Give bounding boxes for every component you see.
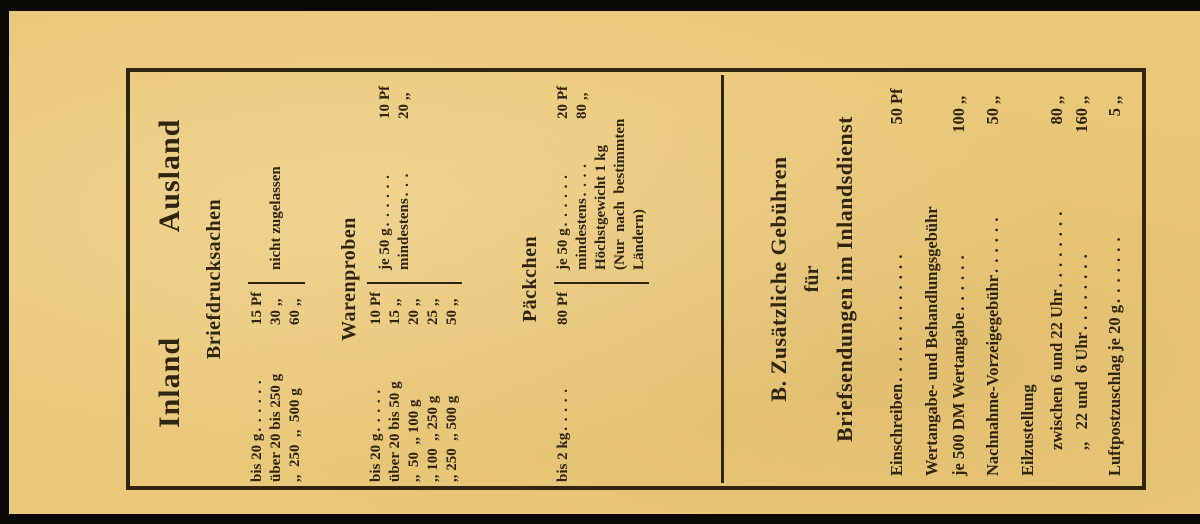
section-warenproben	[337, 72, 462, 486]
rate-unit: ,,	[387, 298, 403, 306]
rate-value: 80	[555, 310, 571, 325]
fee-line	[1046, 80, 1067, 476]
dot-leader: . . . . . . .	[1104, 236, 1124, 304]
rate-label: bis 20 g	[249, 433, 265, 482]
column-header-row	[150, 72, 190, 486]
rate-value: 20	[396, 104, 412, 119]
fee-value: 100	[948, 108, 968, 133]
ausland-note: nicht zugelassen	[268, 166, 284, 270]
rate-unit: Pf	[555, 291, 571, 306]
rotated-content	[130, 72, 1142, 486]
fee-label: ,, 22 und 6 Uhr	[1071, 332, 1091, 450]
fee-unit: ,,	[1071, 95, 1091, 104]
section-rates-row	[248, 72, 305, 486]
rate-value: 15	[249, 310, 265, 325]
fee-line	[921, 80, 942, 476]
fee-label: Wertangabe- und Behandlungsgebühr	[921, 206, 941, 476]
inland-column-header: Inland	[153, 336, 186, 429]
rate-value: 10	[368, 310, 384, 325]
rate-unit: Pf	[555, 85, 571, 100]
inland-cell	[248, 282, 305, 486]
fee-unit: ,,	[1104, 95, 1124, 104]
dot-leader: . . . . . .	[948, 254, 968, 311]
rate-label: ,, 250 ,, 500 g	[287, 388, 303, 482]
section-rates-row	[367, 72, 462, 486]
fee-line	[886, 80, 907, 476]
fee-unit: ,,	[1046, 95, 1066, 104]
ausland-column-header: Ausland	[153, 118, 186, 233]
rate-label: ,, 250 ,, 500 g	[444, 395, 460, 482]
ausland-cell	[554, 72, 649, 282]
rate-line	[554, 78, 573, 270]
rate-unit: ,,	[444, 298, 460, 306]
dot-leader: . . . . . . . .	[1071, 253, 1091, 331]
section-b-heading-line1: B. Zusätzliche Gebühren	[765, 156, 791, 402]
fee-unit: ,,	[948, 95, 968, 104]
section-paeckchen	[518, 72, 649, 486]
rate-unit: Pf	[377, 85, 393, 100]
rate-value: 50	[444, 310, 460, 325]
fee-line	[1071, 80, 1092, 476]
section-title: Warenproben	[338, 217, 360, 341]
rate-label: bis 20 g	[368, 433, 384, 482]
fee-unit: Pf	[886, 88, 906, 104]
rate-unit: ,,	[287, 298, 303, 306]
section-title: Päckchen	[519, 235, 541, 323]
rate-value: 25	[425, 310, 441, 325]
rate-line	[554, 284, 573, 482]
rate-line	[367, 284, 386, 482]
rate-unit: ,,	[425, 298, 441, 306]
fee-value: 50	[886, 108, 906, 125]
rate-unit: ,,	[406, 298, 422, 306]
rate-label: mindestens	[574, 198, 590, 270]
dot-leader: . . . . . .	[555, 174, 571, 227]
rate-line	[267, 284, 286, 482]
rate-line	[424, 284, 443, 482]
section-rates-row	[554, 72, 649, 486]
dot-leader: . . . . . . . .	[1046, 210, 1066, 288]
fee-label: Luftpostzuschlag je 20 g	[1104, 305, 1124, 476]
rate-value: 30	[268, 310, 284, 325]
rate-line	[386, 284, 405, 482]
rate-unit: ,,	[396, 92, 412, 100]
fee-value: 5	[1104, 108, 1124, 117]
rate-line	[443, 284, 462, 482]
rate-value: 20	[555, 104, 571, 119]
fee-value: 80	[1046, 108, 1066, 125]
rate-value: 60	[287, 310, 303, 325]
section-title: Briefdrucksachen	[203, 198, 225, 360]
rate-label: mindestens	[396, 198, 412, 270]
fee-label: Einschreiben	[886, 383, 906, 476]
fee-value: 50	[982, 108, 1002, 125]
rate-value: 80	[574, 104, 590, 119]
dot-leader: . . .	[396, 172, 412, 197]
dot-leader: . . . .	[574, 163, 590, 197]
tariff-card	[9, 11, 1200, 514]
fee-line	[982, 80, 1003, 476]
dot-leader: . . . . .	[555, 388, 571, 431]
fee-label: je 500 DM Wertangabe	[948, 312, 968, 476]
fee-line	[1017, 80, 1038, 476]
rate-label: ,, 50 ,, 100 g	[406, 399, 422, 482]
dot-leader: . . . . . . . . . . . . .	[886, 253, 906, 382]
rate-value: 20	[406, 310, 422, 325]
section-briefdrucksachen	[202, 72, 305, 486]
rate-label: über 20 bis 250 g	[268, 373, 284, 482]
fee-line	[1104, 80, 1125, 476]
fee-unit: ,,	[982, 95, 1002, 104]
ausland-cell	[367, 72, 462, 282]
fee-label: Nachnahme-Vorzeigegebühr	[982, 274, 1002, 476]
rate-unit: ,,	[268, 298, 284, 306]
rate-unit: Pf	[249, 291, 265, 306]
rate-unit: ,,	[574, 92, 590, 100]
inland-cell	[367, 282, 462, 486]
rate-line	[573, 78, 592, 270]
section-b-heading-line3: Briefsendungen im Inlandsdienst	[831, 115, 857, 443]
inland-cell	[554, 282, 649, 486]
rate-line	[405, 284, 424, 482]
rate-line	[395, 78, 414, 270]
rate-unit: Pf	[368, 291, 384, 306]
dot-leader: . . . . . .	[982, 216, 1002, 273]
rate-line	[286, 284, 305, 482]
rate-label: bis 2 kg	[555, 432, 571, 482]
rate-line	[376, 78, 395, 270]
fee-label: zwischen 6 und 22 Uhr	[1046, 289, 1066, 450]
dot-leader: . . . . . .	[249, 379, 265, 432]
ausland-cell	[248, 72, 305, 282]
ausland-note: Ländern)	[631, 209, 647, 270]
dot-leader: . . . . . .	[377, 174, 393, 227]
rate-label: je 50 g	[377, 228, 393, 270]
rate-label: ,, 100 ,, 250 g	[425, 395, 441, 482]
fee-value: 160	[1071, 108, 1091, 133]
dot-leader: . . . . .	[368, 388, 384, 432]
rate-label: je 50 g	[555, 228, 571, 270]
rate-value: 15	[387, 310, 403, 325]
fee-list	[886, 72, 1125, 486]
rate-value: 10	[377, 104, 393, 119]
ausland-note: (Nur nach bestimmten	[612, 118, 628, 270]
fee-label: Eilzustellung	[1017, 384, 1037, 476]
section-divider-rule	[721, 75, 724, 483]
rate-label: über 20 bis 50 g	[387, 381, 403, 482]
ausland-note: Höchstgewicht 1 kg	[593, 145, 609, 270]
rate-line	[248, 284, 267, 482]
fee-line	[948, 80, 969, 476]
section-b-heading-line2: für	[800, 265, 823, 293]
